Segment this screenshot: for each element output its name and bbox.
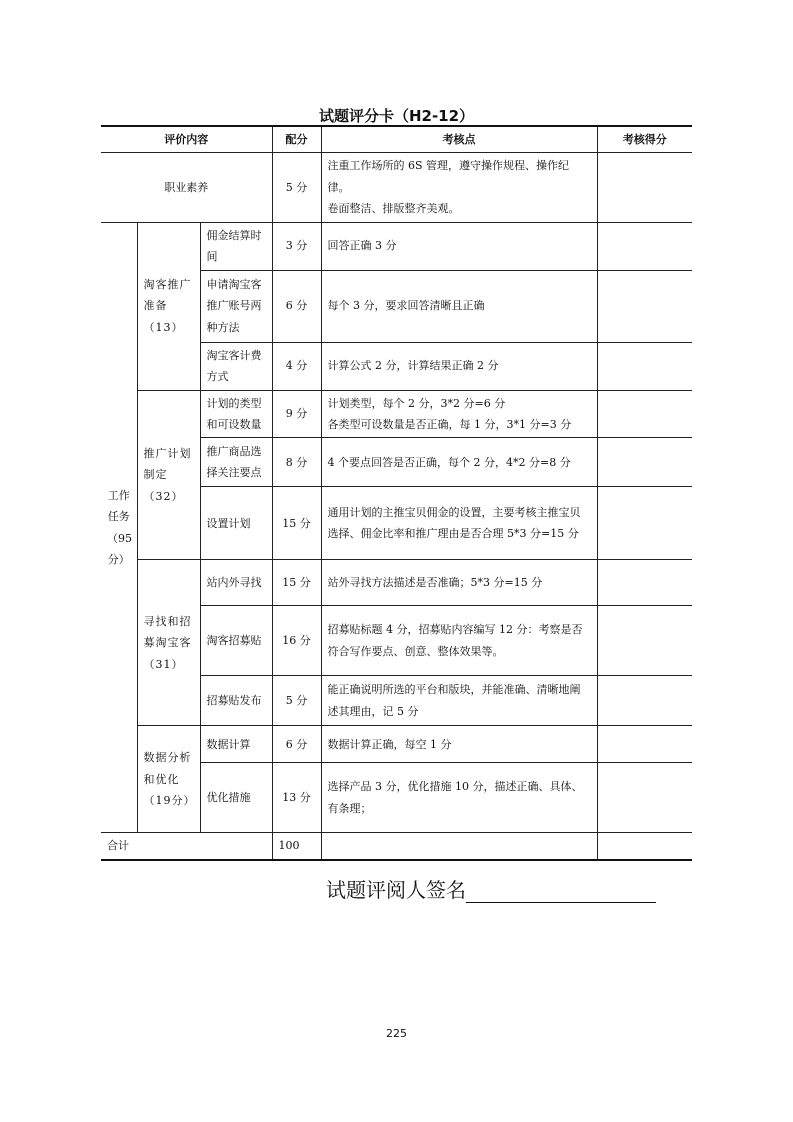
criteria-cell: 站外寻找方法描述是否准确；5*3 分=15 分 — [321, 560, 597, 606]
header-score: 考核得分 — [597, 126, 692, 153]
total-row — [101, 833, 692, 860]
scoring-table — [101, 125, 692, 861]
points-cell: 6 分 — [272, 270, 321, 342]
criteria-cell: 数据计算正确，每空 1 分 — [321, 726, 597, 763]
criteria-cell — [321, 390, 597, 438]
score-cell[interactable] — [597, 763, 692, 833]
professional-label: 职业素养 — [101, 153, 272, 222]
header-row — [101, 126, 692, 153]
header-criteria: 考核点 — [321, 126, 597, 153]
table-row — [101, 726, 692, 763]
score-cell[interactable] — [597, 606, 692, 676]
points-cell: 8 分 — [272, 438, 321, 487]
item-name: 佣金结算时间 — [200, 222, 272, 270]
table-row — [101, 153, 692, 222]
item-name: 站内外寻找 — [200, 560, 272, 606]
signature-line[interactable] — [466, 880, 656, 903]
criteria-cell: 回答正确 3 分 — [321, 222, 597, 270]
criteria-line: 注重工作场所的 6S 管理，遵守操作规程、操作纪律。 — [327, 159, 570, 194]
table-row — [101, 560, 692, 606]
page-title: 试题评分卡（H2-12） — [318, 107, 475, 125]
score-cell[interactable] — [597, 222, 692, 270]
score-cell[interactable] — [597, 676, 692, 726]
criteria-cell: 选择产品 3 分，优化措施 10 分，描述正确、具体、有条理； — [321, 763, 597, 833]
item-name: 计划的类型和可设数量 — [200, 390, 272, 438]
item-name: 淘客招募贴 — [200, 606, 272, 676]
score-cell[interactable] — [597, 270, 692, 342]
signature-label: 试题评阅人签名 — [326, 878, 466, 902]
item-name: 推广商品选择关注要点 — [200, 438, 272, 487]
criteria-cell: 计算公式 2 分，计算结果正确 2 分 — [321, 342, 597, 390]
page-number: 225 — [386, 1027, 407, 1040]
group-label: 淘客推广准备（13） — [137, 222, 200, 390]
group-label: 寻找和招募淘宝客（31） — [137, 560, 200, 726]
score-cell[interactable] — [597, 153, 692, 222]
criteria-cell: 4 个要点回答是否正确，每个 2 分，4*2 分=8 分 — [321, 438, 597, 487]
score-cell[interactable] — [597, 726, 692, 763]
points-cell: 15 分 — [272, 487, 321, 560]
total-points: 100 — [272, 833, 321, 860]
signature-area — [326, 874, 656, 903]
item-name: 申请淘宝客推广账号两种方法 — [200, 270, 272, 342]
criteria-cell — [321, 153, 597, 222]
points-cell: 13 分 — [272, 763, 321, 833]
group-label: 推广计划制定（32） — [137, 390, 200, 560]
header-points: 配分 — [272, 126, 321, 153]
total-label: 合计 — [101, 833, 272, 860]
score-cell[interactable] — [597, 560, 692, 606]
points-cell: 5 分 — [272, 676, 321, 726]
score-cell[interactable] — [597, 390, 692, 438]
score-cell[interactable] — [597, 487, 692, 560]
group-label: 数据分析和优化（19分） — [137, 726, 200, 833]
points-cell: 6 分 — [272, 726, 321, 763]
table-row — [101, 390, 692, 438]
points-cell: 5 分 — [272, 153, 321, 222]
points-cell: 16 分 — [272, 606, 321, 676]
work-tasks-label: 工作任务（95分） — [101, 222, 137, 833]
header-content: 评价内容 — [101, 126, 272, 153]
score-cell[interactable] — [597, 342, 692, 390]
criteria-line: 各类型可设数量是否正确，每 1 分，3*1 分=3 分 — [327, 417, 572, 431]
item-name: 数据计算 — [200, 726, 272, 763]
criteria-cell — [321, 833, 597, 860]
item-name: 设置计划 — [200, 487, 272, 560]
points-cell: 15 分 — [272, 560, 321, 606]
criteria-cell: 能正确说明所选的平台和版块，并能准确、清晰地阐述其理由，记 5 分 — [321, 676, 597, 726]
item-name: 优化措施 — [200, 763, 272, 833]
points-cell: 9 分 — [272, 390, 321, 438]
criteria-line: 卷面整洁、排版整齐美观。 — [327, 202, 460, 216]
points-cell: 4 分 — [272, 342, 321, 390]
item-name: 淘宝客计费方式 — [200, 342, 272, 390]
table-row — [101, 222, 692, 270]
score-cell[interactable] — [597, 833, 692, 860]
item-name: 招募贴发布 — [200, 676, 272, 726]
criteria-cell: 招募贴标题 4 分，招募贴内容编写 12 分：考察是否符合写作要点、创意、整体效果等。 — [321, 606, 597, 676]
criteria-line: 计划类型，每个 2 分，3*2 分=6 分 — [327, 396, 506, 410]
criteria-cell: 每个 3 分，要求回答清晰且正确 — [321, 270, 597, 342]
criteria-cell: 通用计划的主推宝贝佣金的设置，主要考核主推宝贝选择、佣金比率和推广理由是否合理 5*3 分=15 分 — [321, 487, 597, 560]
points-cell: 3 分 — [272, 222, 321, 270]
score-cell[interactable] — [597, 438, 692, 487]
